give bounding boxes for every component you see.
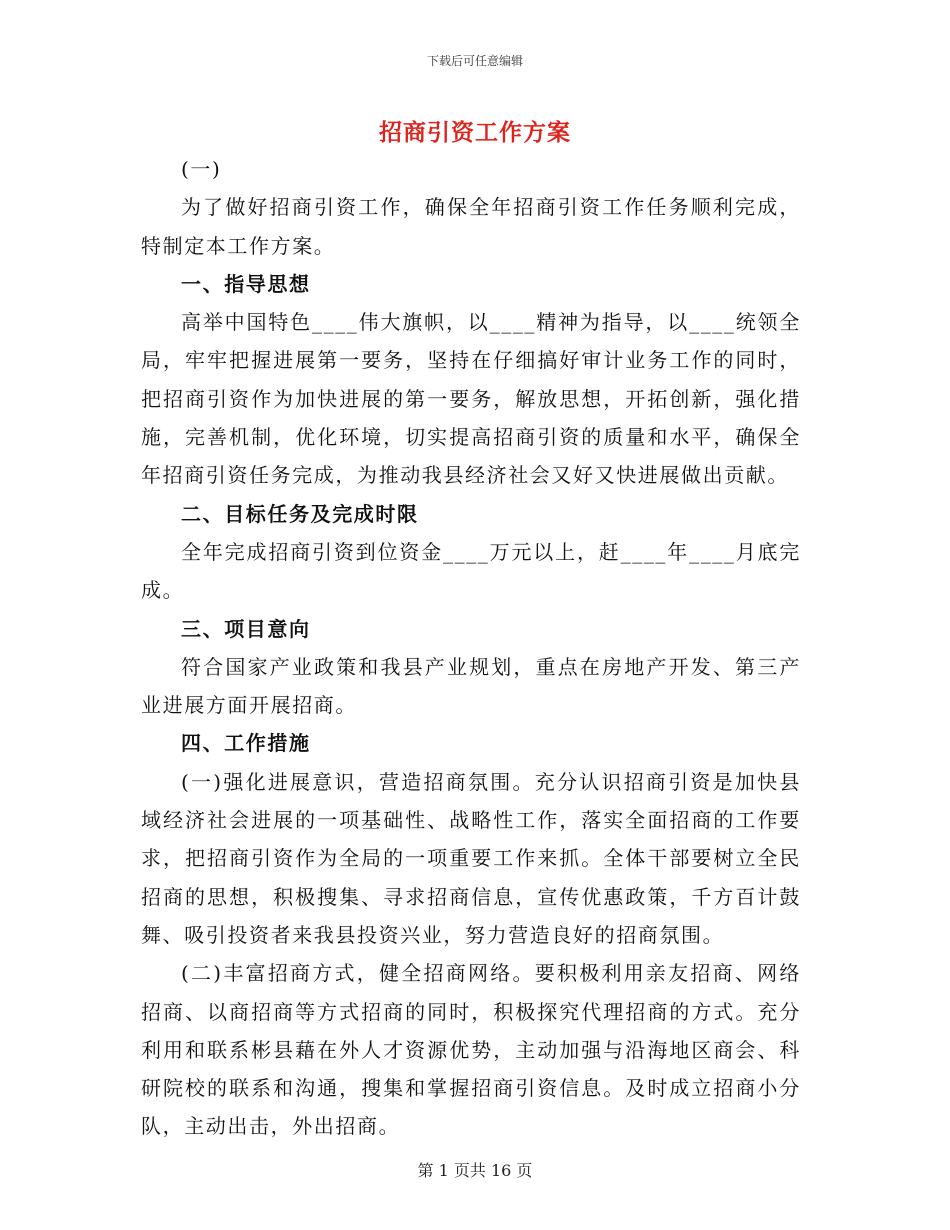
measure-2-paragraph: (二)丰富招商方式，健全招商网络。要积极利用亲友招商、网络招商、以商招商等方式招商的同时，积极探究代理招商的方式。充分利用和联系彬县藉在外人才资源优势，主动加强与沿海地区商会、科研院校的联系和沟通，搜集和掌握招商引资信息。及时成立招商小分队，主动出击，外出招商。 [141,961,801,1139]
document-title: 招商引资工作方案 [379,119,571,146]
heading-project-intent: 三、项目意向 [181,616,311,641]
guiding-ideology-paragraph: 高举中国特色____伟大旗帜，以____精神为指导，以____统领全局，牢牢把握进展第一要务，坚持在仔细搞好审计业务工作的同时，把招商引资作为加快进展的第一要务，解放思想，开拓创新，强化措施，完善机制，优化环境，切实提高招商引资的质量和水平，确保全年招商引资任务完成，为推动我县经济社会又好又快进展做出贡献。 [141,310,801,488]
heading-targets: 二、目标任务及完成时限 [181,501,419,526]
page-footer: 第 1 页共 16 页 [417,1161,533,1180]
heading-guiding-ideology: 一、指导思想 [181,271,311,296]
project-intent-paragraph: 符合国家产业政策和我县产业规划，重点在房地产开发、第三产业进展方面开展招商。 [141,654,801,718]
heading-work-measures: 四、工作措施 [181,731,311,756]
section-number: (一) [181,157,222,181]
intro-paragraph: 为了做好招商引资工作，确保全年招商引资工作任务顺利完成，特制定本工作方案。 [141,195,801,258]
targets-paragraph: 全年完成招商引资到位资金____万元以上，赶____年____月底完成。 [141,539,801,603]
document-body [141,150,801,1146]
header-note: 下载后可任意编辑 [426,54,523,68]
measure-1-paragraph: (一)强化进展意识，营造招商氛围。充分认识招商引资是加快县域经济社会进展的一项基础性、战略性工作，落实全面招商的工作要求，把招商引资作为全局的一项重要工作来抓。全体干部要树立全民招商的思想，积极搜集、寻求招商信息，宣传优惠政策，千方百计鼓舞、吸引投资者来我县投资兴业，努力营造良好的招商氛围。 [141,769,801,947]
